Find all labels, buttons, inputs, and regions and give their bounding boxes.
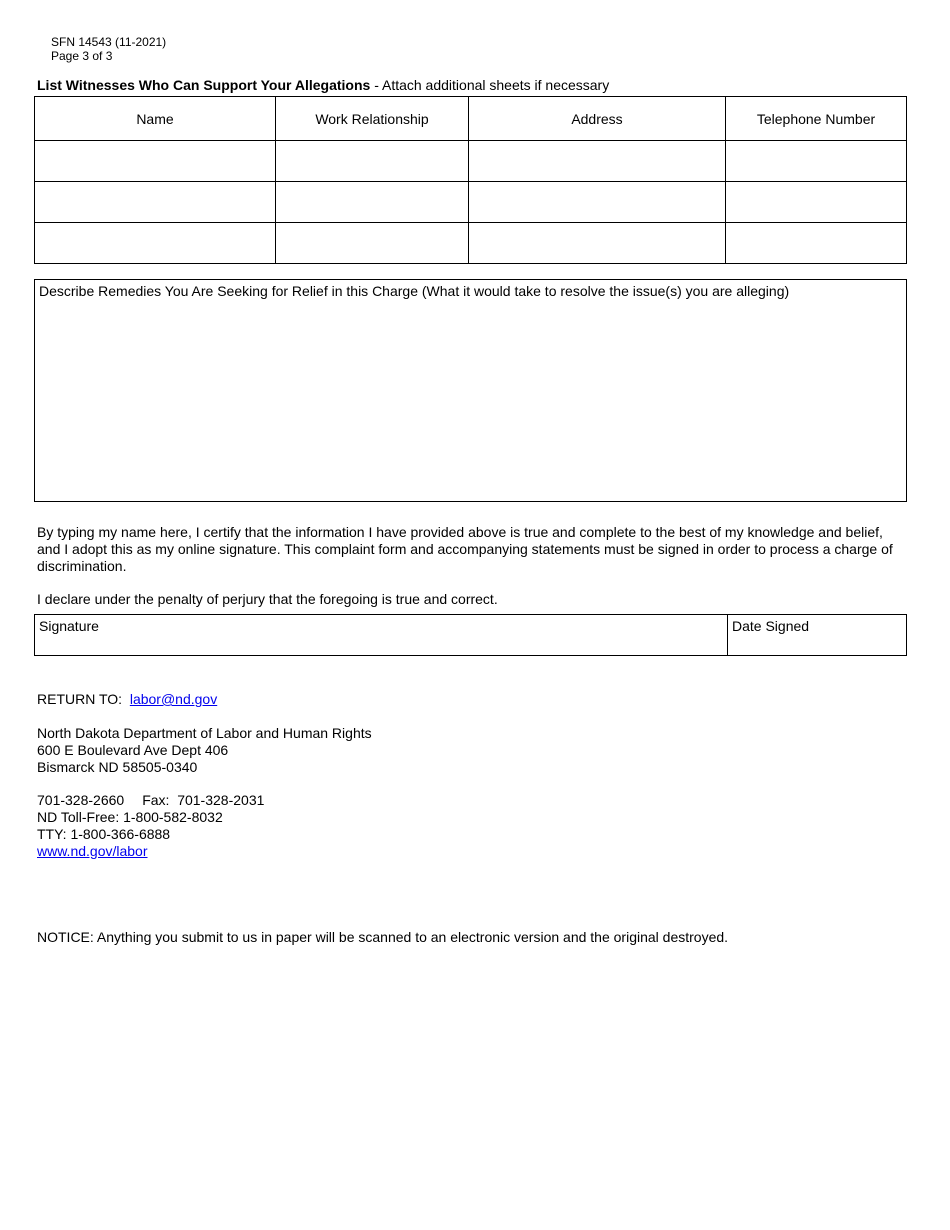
witness-2-address-input[interactable] bbox=[469, 182, 725, 222]
contact-numbers bbox=[37, 792, 264, 860]
witness-heading-note: - Attach additional sheets if necessary bbox=[370, 77, 610, 93]
witness-1-phone-input[interactable] bbox=[726, 141, 906, 181]
perjury-declaration: I declare under the penalty of perjury that the foregoing is true and correct. bbox=[37, 591, 498, 607]
table-row bbox=[35, 223, 907, 264]
witness-3-name-input[interactable] bbox=[35, 223, 275, 263]
organization-address bbox=[37, 725, 372, 776]
date-signed-label: Date Signed bbox=[732, 618, 810, 634]
return-email-link[interactable]: labor@nd.gov bbox=[129, 691, 218, 707]
remedies-label: Describe Remedies You Are Seeking for Relief in this Charge (What it would take to resolve the issue(s) you are alleging) bbox=[39, 283, 790, 299]
phone-fax-line bbox=[37, 792, 264, 809]
witness-name-cell bbox=[35, 182, 276, 223]
witness-1-name-input[interactable] bbox=[35, 141, 275, 181]
witness-section-heading bbox=[37, 77, 609, 93]
fax-label: Fax: bbox=[142, 792, 170, 808]
form-identifier bbox=[51, 35, 166, 63]
notice-text: NOTICE: Anything you submit to us in paper will be scanned to an electronic version and the original destroyed. bbox=[37, 929, 729, 945]
witness-table-header bbox=[35, 97, 907, 141]
witness-phone-cell bbox=[726, 141, 907, 182]
witness-table bbox=[34, 96, 907, 264]
phone-number: 701-328-2660 bbox=[37, 792, 125, 808]
witness-name-cell bbox=[35, 141, 276, 182]
fax-number: 701-328-2031 bbox=[177, 792, 265, 808]
witness-3-relationship-input[interactable] bbox=[276, 223, 468, 263]
witness-3-address-input[interactable] bbox=[469, 223, 725, 263]
remedies-box bbox=[34, 279, 907, 502]
witness-1-relationship-input[interactable] bbox=[276, 141, 468, 181]
witness-address-cell bbox=[469, 141, 726, 182]
witness-2-name-input[interactable] bbox=[35, 182, 275, 222]
witness-relationship-cell bbox=[276, 182, 469, 223]
column-header-address: Address bbox=[469, 97, 726, 141]
return-to-label: RETURN TO: bbox=[37, 691, 123, 707]
remedies-textarea[interactable] bbox=[39, 304, 905, 498]
table-row bbox=[35, 141, 907, 182]
table-row bbox=[35, 182, 907, 223]
signature-input[interactable] bbox=[39, 636, 723, 654]
column-header-name: Name bbox=[35, 97, 276, 141]
witness-2-relationship-input[interactable] bbox=[276, 182, 468, 222]
witness-phone-cell bbox=[726, 182, 907, 223]
witness-address-cell bbox=[469, 223, 726, 264]
witness-3-phone-input[interactable] bbox=[726, 223, 906, 263]
certification-text: By typing my name here, I certify that the information I have provided above is true and complete to the best of my knowledge and belief, and I adopt this as my online signature. This complaint form and accompanying statements must be signed in order to process a charge of discrimination. bbox=[37, 524, 893, 574]
signature-label: Signature bbox=[39, 618, 99, 634]
column-header-work-relationship: Work Relationship bbox=[276, 97, 469, 141]
witness-address-cell bbox=[469, 182, 726, 223]
witness-2-phone-input[interactable] bbox=[726, 182, 906, 222]
witness-name-cell bbox=[35, 223, 276, 264]
form-number: SFN 14543 (11-2021) bbox=[51, 35, 167, 49]
tty-number: TTY: 1-800-366-6888 bbox=[37, 826, 171, 842]
date-signed-cell bbox=[728, 615, 906, 655]
date-signed-input[interactable] bbox=[732, 636, 904, 654]
signature-cell bbox=[35, 615, 728, 655]
toll-free-number: ND Toll-Free: 1-800-582-8032 bbox=[37, 809, 223, 825]
page-number: Page 3 of 3 bbox=[51, 49, 113, 63]
column-header-telephone: Telephone Number bbox=[726, 97, 907, 141]
witness-heading-bold: List Witnesses Who Can Support Your Allegations bbox=[37, 77, 371, 93]
org-name: North Dakota Department of Labor and Human Rights bbox=[37, 725, 372, 741]
return-to-line bbox=[37, 691, 217, 708]
signature-box bbox=[34, 614, 907, 656]
org-street: 600 E Boulevard Ave Dept 406 bbox=[37, 742, 229, 758]
witness-relationship-cell bbox=[276, 141, 469, 182]
website-link[interactable]: www.nd.gov/labor bbox=[37, 843, 148, 859]
witness-1-address-input[interactable] bbox=[469, 141, 725, 181]
witness-relationship-cell bbox=[276, 223, 469, 264]
org-city: Bismarck ND 58505-0340 bbox=[37, 759, 198, 775]
witness-phone-cell bbox=[726, 223, 907, 264]
